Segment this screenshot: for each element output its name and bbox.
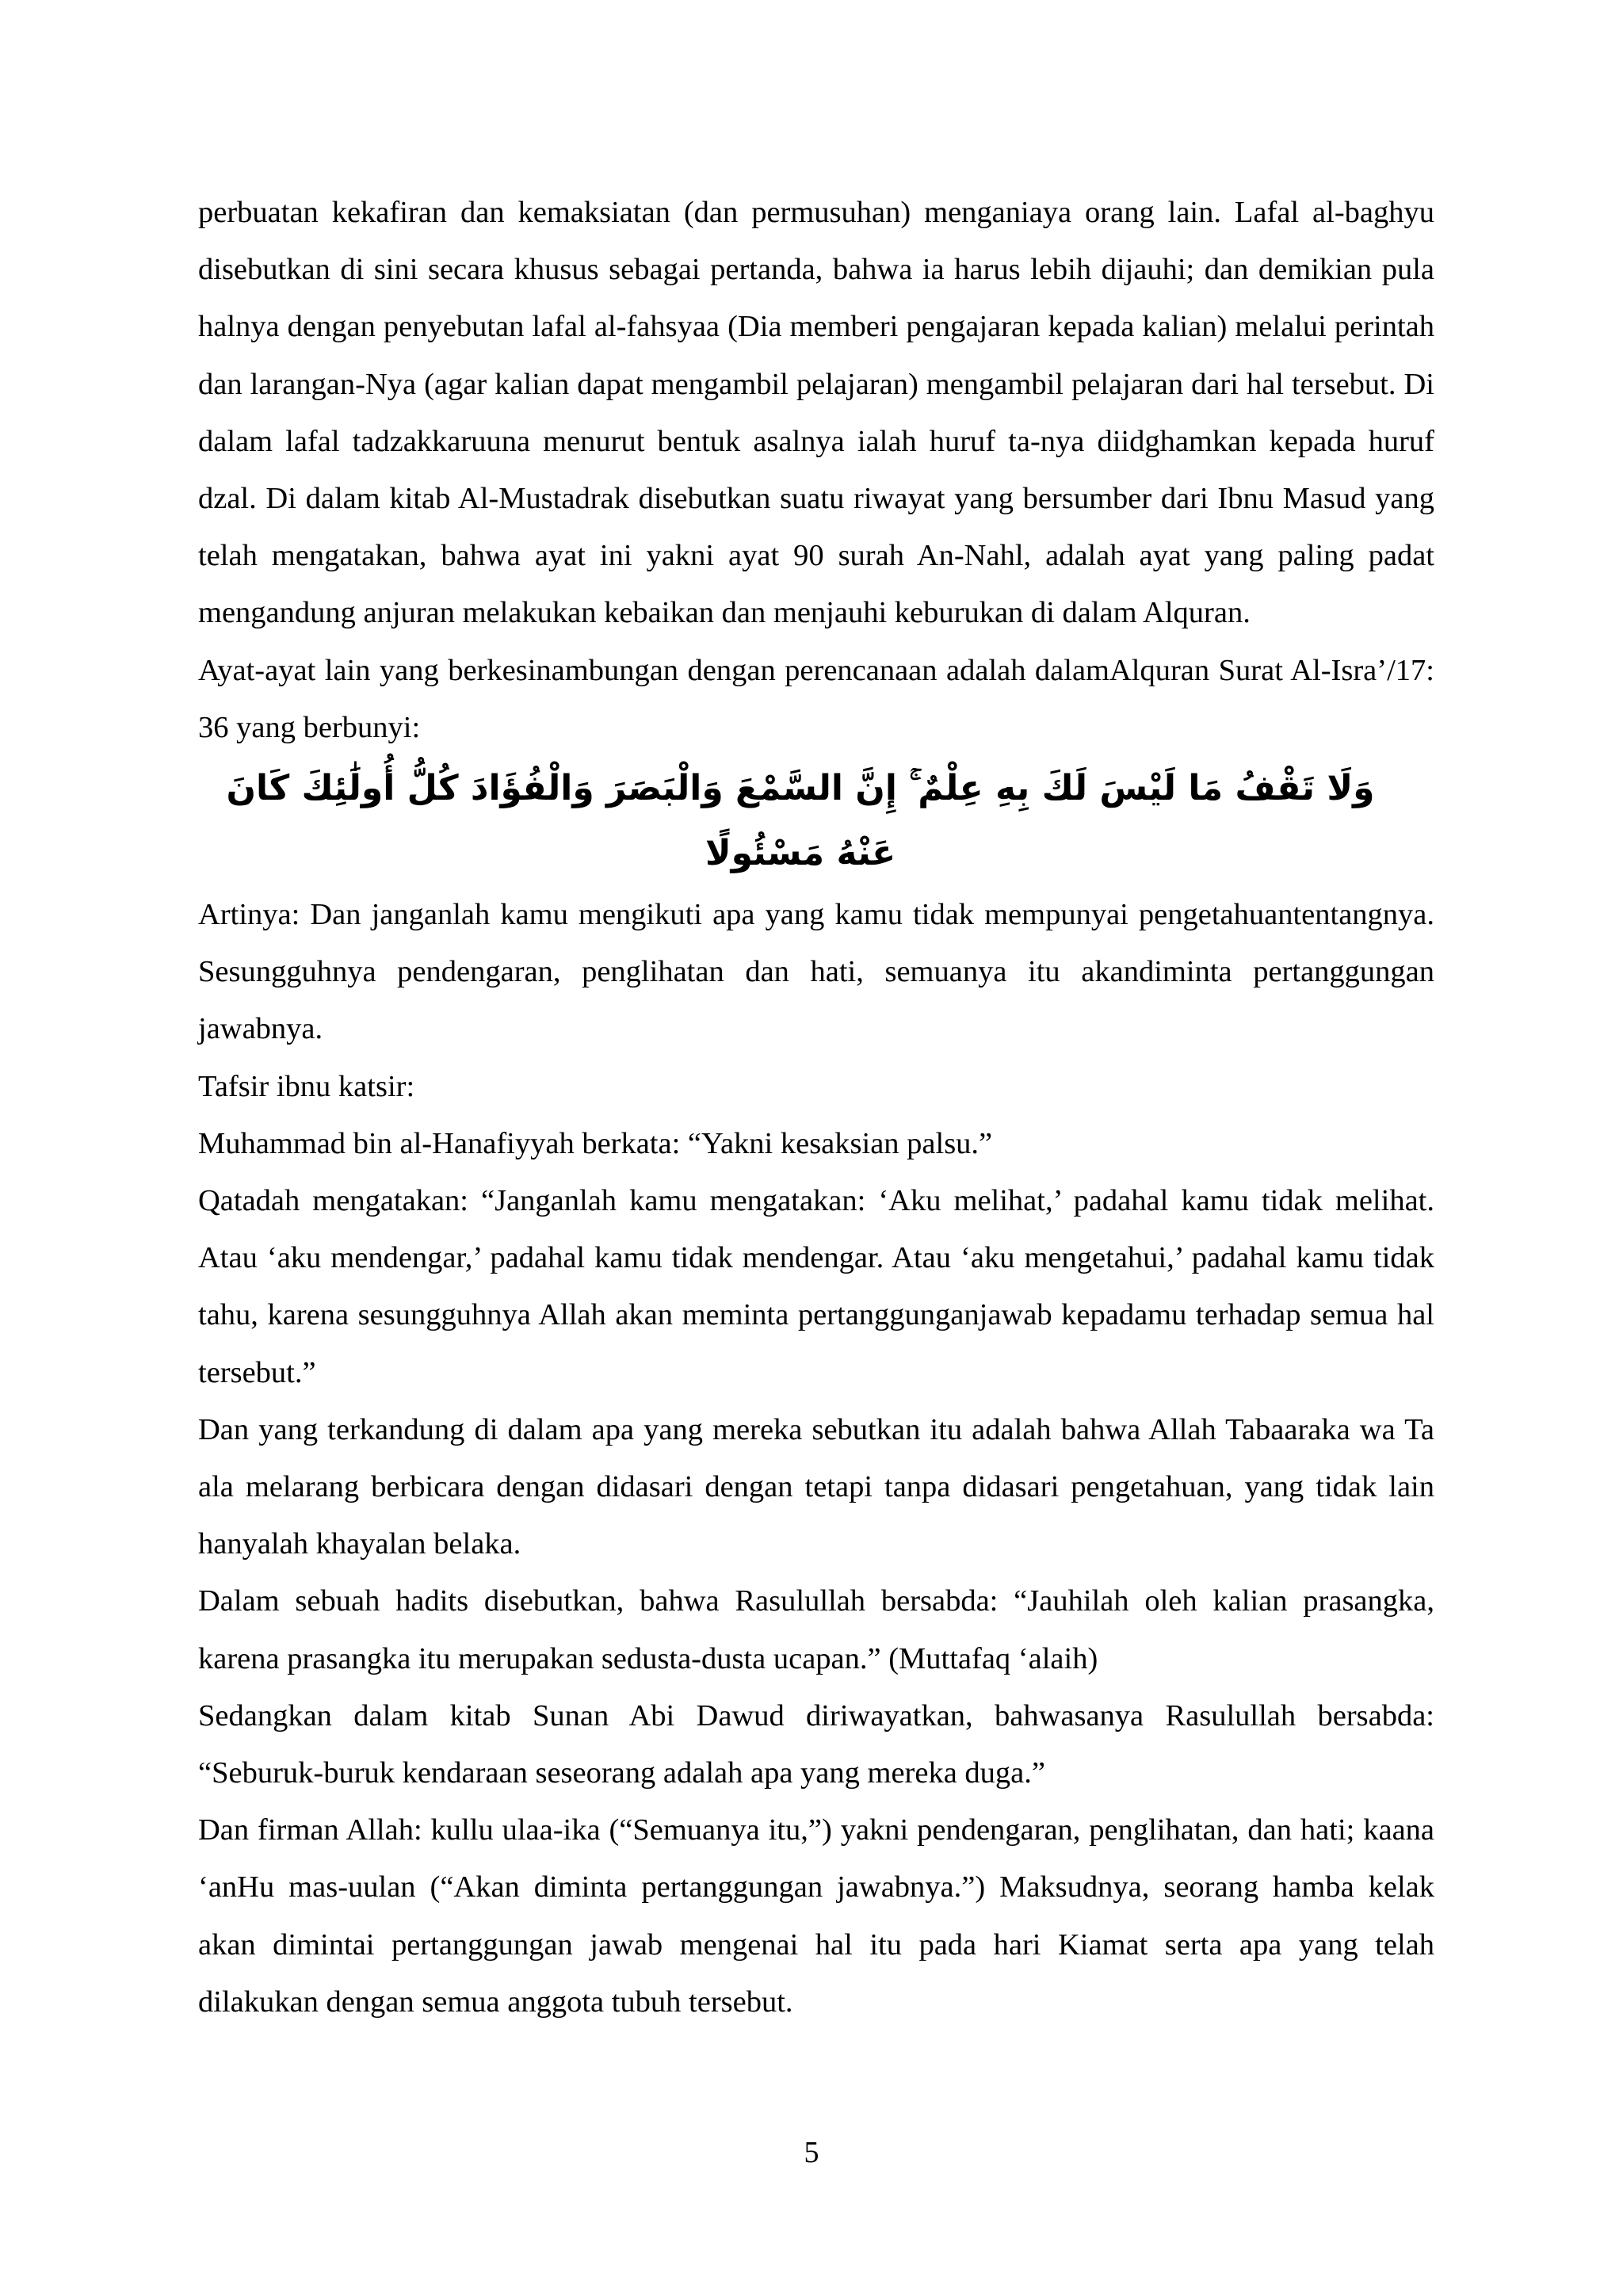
- paragraph-hanafiyyah: Muhammad bin al-Hanafiyyah berkata: “Yakni kesaksian palsu.”: [198, 1126, 993, 1160]
- page-number: 5: [804, 2136, 819, 2169]
- arabic-verse: وَلَا تَقْفُ مَا لَيْسَ لَكَ بِهِ عِلْمٌ ۚ إِنَّ السَّمْعَ وَالْبَصَرَ وَالْفُؤَادَ كُلُّ أُولَٰئِكَ كَانَ عَنْهُ مَسْئُولًا: [226, 768, 1375, 874]
- paragraph-ayat-intro: Ayat-ayat lain yang berkesinambungan dengan perencanaan adalah dalamAlquran Surat Al-Isra’/17: 36 yang berbunyi:: [198, 653, 1434, 744]
- paragraph-kandungan: Dan yang terkandung di dalam apa yang mereka sebutkan itu adalah bahwa Allah Tabaaraka wa Ta ala melarang berbicara dengan didasari dengan tetapi tanpa didasari pengetahuan, yang tidak lain hanyalah khayalan belaka.: [198, 1412, 1434, 1561]
- paragraph-intro: perbuatan kekafiran dan kemaksiatan (dan permusuhan) menganiaya orang lain. Lafal al-baghyu disebutkan di sini secara khusus sebagai pertanda, bahwa ia harus lebih dijauhi; dan demikian pula halnya dengan penyebutan lafal al-fahsyaa (Dia memberi pengajaran kepada kalian) melalui perintah dan larangan-Nya (agar kalian dapat mengambil pelajaran) mengambil pelajaran dari hal tersebut. Di dalam lafal tadzakkaruuna menurut bentuk asalnya ialah huruf ta-nya diidghamkan kepada huruf dzal. Di dalam kitab Al-Mustadrak disebutkan suatu riwayat yang bersumber dari Ibnu Masud yang telah mengatakan, bahwa ayat ini yakni ayat 90 surah An-Nahl, adalah ayat yang paling padat mengandung anjuran melakukan kebaikan dan menjauhi keburukan di dalam Alquran.: [198, 196, 1434, 630]
- paragraph-artinya: Artinya: Dan janganlah kamu mengikuti apa yang kamu tidak mempunyai pengetahuantentangnya. Sesungguhnya pendengaran, penglihatan dan hati, semuanya itu akandiminta pertanggungan jawabnya.: [198, 898, 1434, 1046]
- document-body: [198, 184, 1434, 2030]
- paragraph-qatadah: Qatadah mengatakan: “Janganlah kamu mengatakan: ‘Aku melihat,’ padahal kamu tidak melihat. Atau ‘aku mendengar,’ padahal kamu tidak mendengar. Atau ‘aku mengetahui,’ padahal kamu tidak tahu, karena sesungguhnya Allah akan meminta pertanggunganjawab kepadamu terhadap semua hal tersebut.”: [198, 1184, 1434, 1389]
- tafsir-heading: Tafsir ibnu katsir:: [198, 1069, 415, 1103]
- paragraph-firman: Dan firman Allah: kullu ulaa-ika (“Semuanya itu,”) yakni pendengaran, penglihatan, dan hati; kaana ‘anHu mas-uulan (“Akan diminta pertanggungan jawabnya.”) Maksudnya, seorang hamba kelak akan dimintai pertanggungan jawab mengenai hal itu pada hari Kiamat serta apa yang telah dilakukan dengan semua anggota tubuh tersebut.: [198, 1813, 1434, 2019]
- paragraph-abu-dawud: Sedangkan dalam kitab Sunan Abi Dawud diriwayatkan, bahwasanya Rasulullah bersabda: “Seburuk-buruk kendaraan seseorang adalah apa yang mereka duga.”: [198, 1698, 1434, 1790]
- paragraph-hadits: Dalam sebuah hadits disebutkan, bahwa Rasulullah bersabda: “Jauhilah oleh kalian prasangka, karena prasangka itu merupakan sedusta-dusta ucapan.” (Muttafaq ‘alaih): [198, 1584, 1434, 1675]
